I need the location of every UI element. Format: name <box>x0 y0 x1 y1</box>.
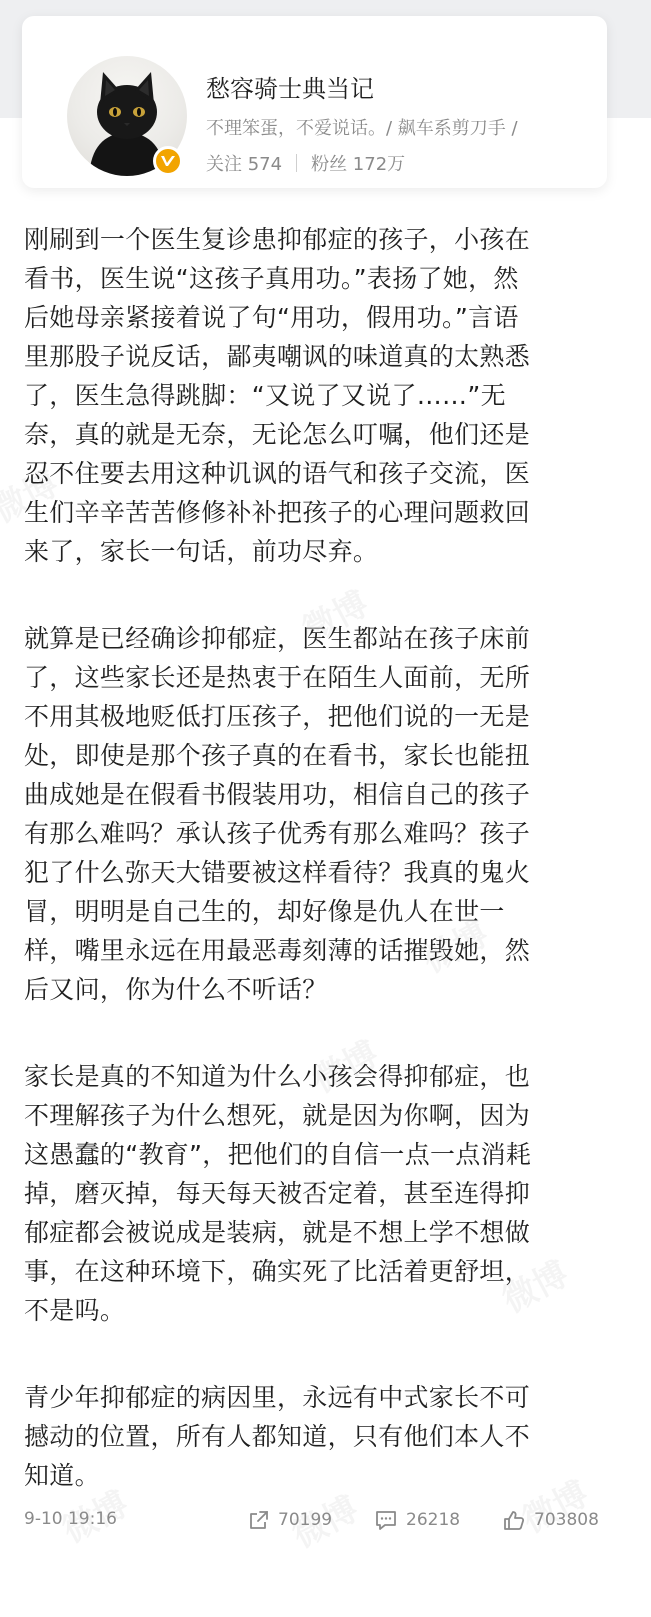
like-icon <box>502 1509 526 1531</box>
followers-count[interactable]: 粉丝 172万 <box>311 154 406 175</box>
post-line: 来了，家长一句话，前功尽弃。 <box>24 537 379 566</box>
post-line: 有那么难吗？承认孩子优秀有那么难吗？孩子 <box>24 819 531 848</box>
post-line: 不理解孩子为什么想死，就是因为你啊，因为 <box>24 1101 531 1130</box>
post-line: 里那股子说反话，鄙夷嘲讽的味道真的太熟悉 <box>24 342 531 371</box>
post-line: 样，嘴里永远在用最恶毒刻薄的话摧毁她，然 <box>24 936 531 965</box>
post-line: 了，医生急得跳脚：“又说了又说了……”无 <box>24 381 506 410</box>
verified-v-icon <box>153 146 183 176</box>
stats-divider <box>296 154 297 172</box>
comment-button[interactable] <box>374 1505 460 1535</box>
post-line: 撼动的位置，所有人都知道，只有他们本人不 <box>24 1422 531 1451</box>
post-timestamp: 9-10 19:16 <box>24 1509 117 1529</box>
post-line: 不用其极地贬低打压孩子，把他们说的一无是 <box>24 702 531 731</box>
post-line: 了，这些家长还是热衷于在陌生人面前，无所 <box>24 663 531 692</box>
post-line: 就算是已经确诊抑郁症，医生都站在孩子床前 <box>24 624 531 653</box>
follow-stats <box>206 150 405 176</box>
username[interactable]: 愁容骑士典当记 <box>206 75 374 103</box>
post-paragraph <box>24 1378 614 1495</box>
post-line: 郁症都会被说成是装病，就是不想上学不想做 <box>24 1218 531 1247</box>
profile-card[interactable] <box>22 16 607 188</box>
user-bio: 不理笨蛋，不爱说话。/ 飙车系剪刀手 / <box>206 118 518 139</box>
like-button[interactable] <box>502 1505 599 1535</box>
post-line: 青少年抑郁症的病因里，永远有中式家长不可 <box>24 1383 531 1412</box>
repost-button[interactable] <box>248 1505 332 1535</box>
post-line: 事，在这种环境下，确实死了比活着更舒坦， <box>24 1257 531 1286</box>
post-line: 看书，医生说“这孩子真用功。”表扬了她，然 <box>24 264 519 293</box>
repost-count: 70199 <box>278 1510 333 1530</box>
post-line: 犯了什么弥天大错要被这样看待？我真的鬼火 <box>24 858 531 887</box>
post-line: 后她母亲紧接着说了句“用功，假用功。”言语 <box>24 303 519 332</box>
like-count: 703808 <box>534 1510 599 1530</box>
post-line: 这愚蠢的“教育”，把他们的自信一点一点消耗 <box>24 1140 532 1169</box>
post-line: 后又问，你为什么不听话？ <box>24 975 328 1004</box>
post-line: 刚刷到一个医生复诊患抑郁症的孩子，小孩在 <box>24 225 531 254</box>
post-line: 不是吗。 <box>24 1296 126 1325</box>
comment-count: 26218 <box>406 1510 461 1530</box>
post-footer <box>24 1505 614 1537</box>
post-line: 知道。 <box>24 1461 100 1490</box>
post-line: 生们辛辛苦苦修修补补把孩子的心理问题救回 <box>24 498 531 527</box>
comment-icon <box>374 1509 398 1531</box>
post-line: 冒，明明是自己生的，却好像是仇人在世一 <box>24 897 505 926</box>
post-paragraph <box>24 619 614 1009</box>
post-line: 家长是真的不知道为什么小孩会得抑郁症，也 <box>24 1062 531 1091</box>
post-line: 掉，磨灭掉，每天每天被否定着，甚至连得抑 <box>24 1179 531 1208</box>
post-line: 曲成她是在假看书假装用功，相信自己的孩子 <box>24 780 531 809</box>
post-paragraph <box>24 1057 614 1330</box>
post-paragraph <box>24 220 614 571</box>
post-line: 忍不住要去用这种讥讽的语气和孩子交流，医 <box>24 459 531 488</box>
following-count[interactable]: 关注 574 <box>206 154 283 175</box>
repost-icon <box>248 1509 270 1531</box>
post-line: 处，即使是那个孩子真的在看书，家长也能扭 <box>24 741 531 770</box>
post-line: 奈，真的就是无奈，无论怎么叮嘱，他们还是 <box>24 420 531 449</box>
post-body <box>24 220 614 1543</box>
